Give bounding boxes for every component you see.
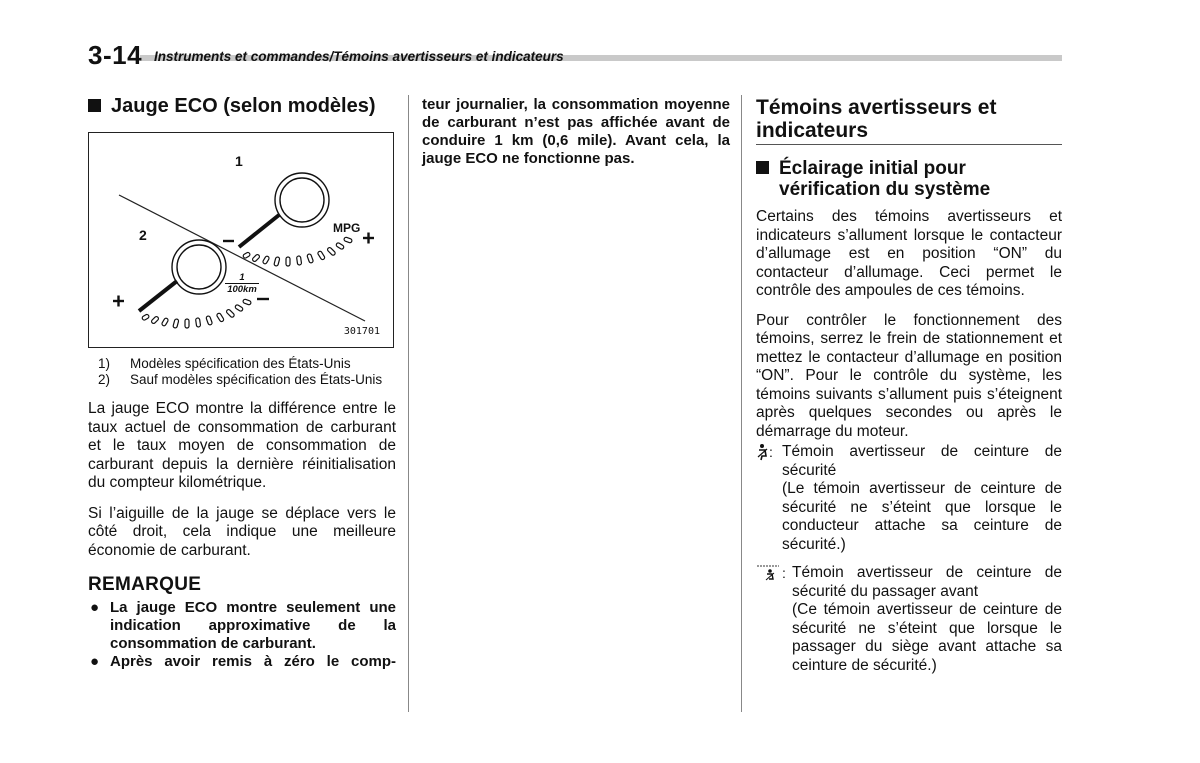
figure-note: [88, 372, 396, 388]
seatbelt-indicator-title: Témoin avertisseur de ceinture de sécurité: [782, 443, 1062, 479]
header-title: Instruments et commandes/Témoins avertisseurs et indicateurs: [154, 49, 564, 64]
note-number: 2): [98, 372, 111, 387]
passenger-seatbelt-indicator-detail: (Ce témoin avertisseur de ceinture de sécurité ne s’éteint que lorsque le passager du siège avant attache sa ceinture de sécurité.): [792, 601, 1062, 674]
figure-notes: [88, 356, 396, 388]
seatbelt-icon: [756, 443, 782, 554]
square-bullet-icon: [756, 161, 769, 174]
remark-continuation: teur journalier, la consommation moyenne de carburant n’est pas affichée avant de conduire 1 km (0,6 mile). Avant cela, la jauge ECO ne fonctionne pas.: [422, 96, 730, 167]
eco-gauge-heading: [88, 95, 396, 117]
note-text: Modèles spécification des États-Unis: [130, 356, 351, 371]
indicators-paragraph-1: Certains des témoins avertisseurs et indicateurs s’allument lorsque le contacteur d’allumage est en position “ON” du contacteur d’allumage. Ceci permet le contrôle des ampoules de ces témoins.: [756, 208, 1062, 299]
indicators-paragraph-2: Pour contrôler le fonctionnement des témoins, serrez le frein de stationnement et mettez le contacteur d’allumage en position “ON”. Pour le contrôle du système, les témoins suivants s’allument puis s’éteignent après quelques secondes ou après le démarrage du moteur.: [756, 311, 1062, 440]
remark-heading: REMARQUE: [88, 574, 202, 595]
remark-bullet: [88, 599, 396, 653]
note-text: Sauf modèles spécification des États-Unis: [130, 372, 383, 387]
fraction-numerator: 1: [239, 272, 245, 283]
seatbelt-indicator-detail: (Le témoin avertisseur de ceinture de sécurité ne s’éteint que lorsque le conducteur attache sa ceinture de sécurité.): [782, 480, 1062, 553]
passenger-seatbelt-indicator-text: [792, 564, 1062, 675]
fraction-denominator: 100km: [225, 283, 259, 295]
bullet-dot-icon: ●: [90, 599, 100, 616]
column-divider-left: [408, 95, 409, 712]
column-2: [422, 96, 730, 168]
eco-gauge-heading-text: Jauge ECO (selon modèles): [111, 95, 376, 117]
figure-code: 301701: [343, 326, 380, 337]
remark-bullet-text: La jauge ECO montre seulement une indication approximative de la consommation de carburant.: [110, 599, 396, 652]
square-bullet-icon: [88, 99, 101, 112]
eco-gauge-paragraph-1: La jauge ECO montre la différence entre le taux actuel de consommation de carburant et le taux moyen de consommation de carburant depuis la dernière réinitialisation du compteur kilométrique.: [88, 400, 396, 491]
remark-bullet: [88, 653, 396, 671]
gauge-1-dial: [223, 173, 374, 266]
initial-lighting-heading: [756, 158, 1062, 200]
mpg-unit-label: MPG: [333, 221, 361, 235]
figure-label-2: 2: [139, 227, 147, 243]
remark-bullets: [88, 599, 396, 671]
figure-label-1: 1: [235, 153, 243, 169]
remark-bullet-text: Après avoir remis à zéro le comp-: [110, 653, 396, 670]
eco-gauge-paragraph-2: Si l’aiguille de la jauge se déplace vers le côté droit, cela indique une meilleure économie de carburant.: [88, 504, 396, 559]
seatbelt-indicator-text: [782, 443, 1062, 554]
passenger-seatbelt-indicator-item: [756, 564, 1062, 675]
indicator-colon: :: [782, 565, 786, 581]
page-number: 3-14: [88, 40, 143, 70]
note-number: 1): [98, 356, 111, 371]
per-100km-unit-label: [225, 272, 259, 295]
figure-note: [88, 356, 396, 372]
bullet-dot-icon: ●: [90, 653, 100, 670]
column-1: [88, 95, 396, 671]
column-3: [756, 96, 1062, 675]
passenger-seatbelt-indicator-title: Témoin avertisseur de ceinture de sécurité du passager avant: [792, 564, 1062, 600]
column-divider-right: [741, 95, 742, 712]
warning-indicators-heading: Témoins avertisseurs et indicateurs: [756, 96, 1062, 145]
seatbelt-indicator-item: [756, 443, 1062, 554]
indicator-colon: :: [769, 444, 773, 460]
passenger-seatbelt-icon: [756, 564, 792, 675]
initial-lighting-heading-text: Éclairage initial pour vérification du système: [779, 158, 991, 200]
eco-gauge-figure: [88, 132, 394, 348]
